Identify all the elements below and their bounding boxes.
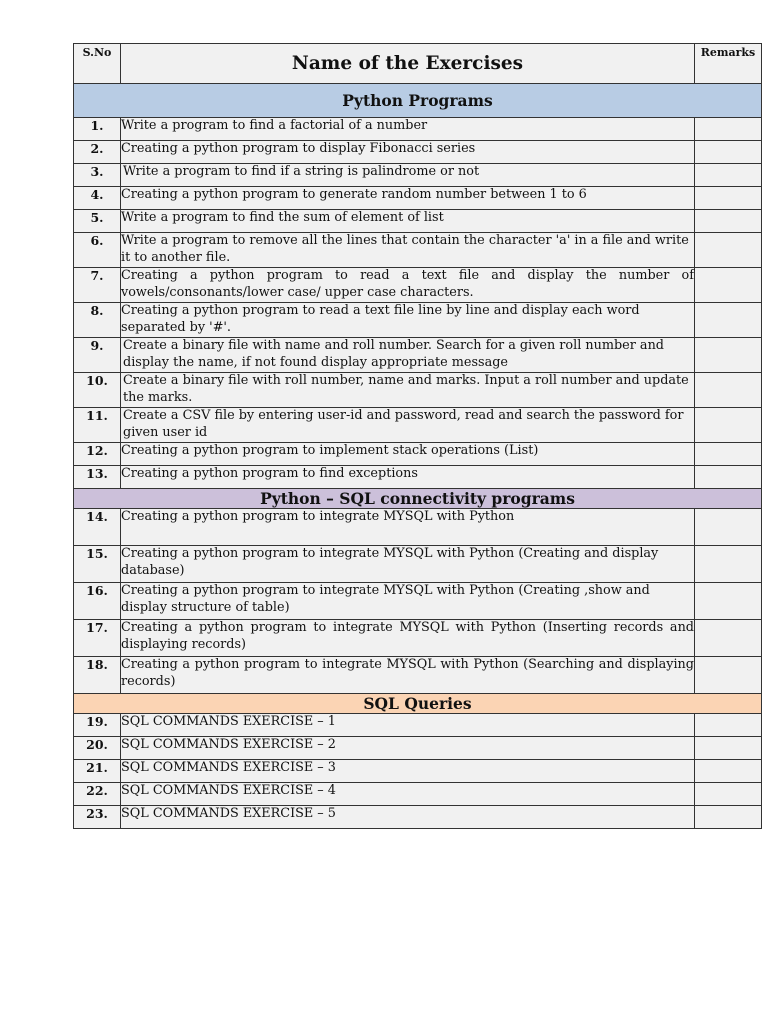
table-row bbox=[74, 338, 762, 373]
table-row bbox=[74, 737, 762, 760]
table-row bbox=[74, 806, 762, 829]
table-row bbox=[74, 373, 762, 408]
section-title: Python – SQL connectivity programs bbox=[74, 489, 762, 509]
row-number: 11. bbox=[74, 408, 121, 443]
remarks-cell bbox=[695, 466, 762, 489]
exercise-name: Write a program to find the sum of element of list bbox=[121, 210, 695, 233]
remarks-header: Remarks bbox=[695, 44, 762, 84]
table-row bbox=[74, 466, 762, 489]
exercise-name: Creating a python program to generate random number between 1 to 6 bbox=[121, 187, 695, 210]
remarks-cell bbox=[695, 338, 762, 373]
remarks-cell bbox=[695, 443, 762, 466]
exercise-name: Create a CSV file by entering user-id and password, read and search the password for given user id bbox=[121, 408, 695, 443]
row-number: 6. bbox=[74, 233, 121, 268]
section-header-python bbox=[74, 84, 762, 118]
table-row bbox=[74, 141, 762, 164]
exercise-name: Write a program to remove all the lines that contain the character 'a' in a file and write it to another file. bbox=[121, 233, 695, 268]
remarks-cell bbox=[695, 373, 762, 408]
exercise-table bbox=[73, 43, 762, 829]
table-row bbox=[74, 620, 762, 657]
table-row bbox=[74, 233, 762, 268]
table-row bbox=[74, 210, 762, 233]
exercise-name: Creating a python program to integrate MYSQL with Python (Creating ,show and display structure of table) bbox=[121, 583, 695, 620]
table-row bbox=[74, 546, 762, 583]
exercise-name: Creating a python program to implement stack operations (List) bbox=[121, 443, 695, 466]
exercise-name: Creating a python program to integrate MYSQL with Python bbox=[121, 509, 695, 546]
page-title: Name of the Exercises bbox=[121, 44, 695, 84]
section-title: Python Programs bbox=[74, 84, 762, 118]
header-row bbox=[74, 44, 762, 84]
row-number: 1. bbox=[74, 118, 121, 141]
remarks-cell bbox=[695, 546, 762, 583]
exercise-name: Creating a python program to display Fibonacci series bbox=[121, 141, 695, 164]
remarks-cell bbox=[695, 303, 762, 338]
remarks-cell bbox=[695, 620, 762, 657]
exercise-name: Create a binary file with name and roll number. Search for a given roll number and display the name, if not found display appropriate message bbox=[121, 338, 695, 373]
exercise-name: Creating a python program to find exceptions bbox=[121, 466, 695, 489]
remarks-cell bbox=[695, 737, 762, 760]
exercise-name: SQL COMMANDS EXERCISE – 2 bbox=[121, 737, 695, 760]
remarks-cell bbox=[695, 783, 762, 806]
row-number: 4. bbox=[74, 187, 121, 210]
remarks-cell bbox=[695, 164, 762, 187]
table-row bbox=[74, 164, 762, 187]
row-number: 3. bbox=[74, 164, 121, 187]
row-number: 9. bbox=[74, 338, 121, 373]
table-row bbox=[74, 118, 762, 141]
row-number: 12. bbox=[74, 443, 121, 466]
remarks-cell bbox=[695, 408, 762, 443]
remarks-cell bbox=[695, 657, 762, 694]
table-row bbox=[74, 583, 762, 620]
row-number: 17. bbox=[74, 620, 121, 657]
remarks-cell bbox=[695, 187, 762, 210]
row-number: 23. bbox=[74, 806, 121, 829]
remarks-cell bbox=[695, 509, 762, 546]
row-number: 10. bbox=[74, 373, 121, 408]
row-number: 21. bbox=[74, 760, 121, 783]
table-row bbox=[74, 760, 762, 783]
row-number: 2. bbox=[74, 141, 121, 164]
exercise-name: Create a binary file with roll number, name and marks. Input a roll number and update the marks. bbox=[121, 373, 695, 408]
exercise-name: SQL COMMANDS EXERCISE – 3 bbox=[121, 760, 695, 783]
table-row bbox=[74, 783, 762, 806]
row-number: 8. bbox=[74, 303, 121, 338]
exercise-name: SQL COMMANDS EXERCISE – 4 bbox=[121, 783, 695, 806]
row-number: 18. bbox=[74, 657, 121, 694]
remarks-cell bbox=[695, 141, 762, 164]
remarks-cell bbox=[695, 806, 762, 829]
row-number: 15. bbox=[74, 546, 121, 583]
row-number: 20. bbox=[74, 737, 121, 760]
row-number: 22. bbox=[74, 783, 121, 806]
remarks-cell bbox=[695, 268, 762, 303]
exercise-name: Creating a python program to integrate MYSQL with Python (Searching and displaying records) bbox=[121, 657, 695, 694]
table-row bbox=[74, 714, 762, 737]
row-number: 5. bbox=[74, 210, 121, 233]
exercise-name: Creating a python program to read a text file line by line and display each word separated by '#'. bbox=[121, 303, 695, 338]
remarks-cell bbox=[695, 210, 762, 233]
table-row bbox=[74, 509, 762, 546]
row-number: 14. bbox=[74, 509, 121, 546]
section-title: SQL Queries bbox=[74, 694, 762, 714]
exercise-name: Creating a python program to integrate MYSQL with Python (Creating and display database) bbox=[121, 546, 695, 583]
remarks-cell bbox=[695, 714, 762, 737]
row-number: 7. bbox=[74, 268, 121, 303]
remarks-cell bbox=[695, 118, 762, 141]
section-header-sql-connectivity bbox=[74, 489, 762, 509]
remarks-cell bbox=[695, 760, 762, 783]
table-row bbox=[74, 408, 762, 443]
exercise-name: SQL COMMANDS EXERCISE – 5 bbox=[121, 806, 695, 829]
section-header-sql-queries bbox=[74, 694, 762, 714]
row-number: 19. bbox=[74, 714, 121, 737]
exercise-name: Creating a python program to read a text file and display the number of vowels/consonants/lower case/ upper case characters. bbox=[121, 268, 695, 303]
row-number: 16. bbox=[74, 583, 121, 620]
exercise-name: SQL COMMANDS EXERCISE – 1 bbox=[121, 714, 695, 737]
exercise-name: Creating a python program to integrate MYSQL with Python (Inserting records and displaying records) bbox=[121, 620, 695, 657]
row-number: 13. bbox=[74, 466, 121, 489]
table-row bbox=[74, 268, 762, 303]
table-row bbox=[74, 443, 762, 466]
sno-header: S.No bbox=[74, 44, 121, 84]
remarks-cell bbox=[695, 233, 762, 268]
table-row bbox=[74, 303, 762, 338]
table-row bbox=[74, 657, 762, 694]
table-row bbox=[74, 187, 762, 210]
exercise-name: Write a program to find a factorial of a number bbox=[121, 118, 695, 141]
remarks-cell bbox=[695, 583, 762, 620]
exercise-name: Write a program to find if a string is palindrome or not bbox=[121, 164, 695, 187]
